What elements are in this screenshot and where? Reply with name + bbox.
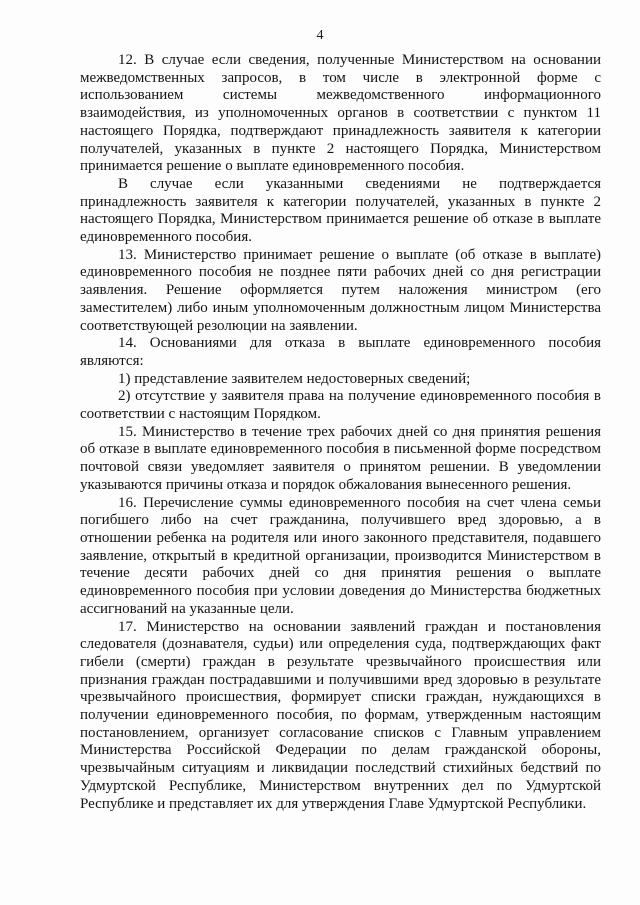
document-body <box>80 52 601 813</box>
page-number: 4 <box>316 28 324 43</box>
paragraph-12: 12. В случае если сведения, полученные Министерством на основании межведомственных запросов, в том числе в электронной форме с использованием системы межведомственного информационного взаимодействия, из уполномоченных органов в соответствии с пунктом 11 настоящего Порядка, подтверждают принадлежность заявителя к категории получателей, указанных в пункте 2 настоящего Порядка, Министерством принимается решение о выплате единовременного пособия. <box>80 52 601 175</box>
paragraph-17: 17. Министерство на основании заявлений граждан и постановления следователя (дознавателя, судьи) или определения суда, подтверждающих факт гибели (смерти) граждан в результате чрезвычайного происшествия или признания граждан пострадавшими и получившими вред здоровью в результате чрезвычайного происшествия, формирует списки граждан, нуждающихся в получении единовременного пособия, по формам, утвержденным настоящим постановлением, организует согласование списков с Главным управлением Министерства Российской Федерации по делам гражданской обороны, чрезвычайным ситуациям и ликвидации последствий стихийных бедствий по Удмуртской Республике, Министерством внутренних дел по Удмуртской Республике и представляет их для утверждения Главе Удмуртской Республики. <box>80 618 601 812</box>
paragraph-14-item-2: 2) отсутствие у заявителя права на получение единовременного пособия в соответствии с настоящим Порядком. <box>80 388 601 423</box>
paragraph-15: 15. Министерство в течение трех рабочих дней со дня принятия решения об отказе в выплате единовременного пособия в письменной форме посредством почтовой связи уведомляет заявителя о принятом решении. В уведомлении указываются причины отказа и порядок обжалования вынесенного решения. <box>80 423 601 493</box>
paragraph-12-refusal: В случае если указанными сведениями не подтверждается принадлежность заявителя к категории получателей, указанных в пункте 2 настоящего Порядка, Министерством принимается решение об отказе в выплате единовременного пособия. <box>80 175 601 246</box>
paragraph-16: 16. Перечисление суммы единовременного пособия на счет члена семьи погибшего либо на счет гражданина, получившего вред здоровью, а в отношении ребенка на родителя или иного законного представителя, подавшего заявление, открытый в кредитной организации, производится Министерством в течение десяти рабочих дней со дня принятия решения о выплате единовременного пособия при условии доведения до Министерства бюджетных ассигнований на указанные цели. <box>80 494 601 617</box>
paragraph-13: 13. Министерство принимает решение о выплате (об отказе в выплате) единовременного пособия не позднее пяти рабочих дней со дня регистрации заявления. Решение оформляется путем наложения министром (его заместителем) либо иным уполномоченным должностным лицом Министерства соответствующей резолюции на заявлении. <box>80 246 601 334</box>
paragraph-14: 14. Основаниями для отказа в выплате единовременного пособия являются: <box>80 335 601 369</box>
paragraph-14-item-1: 1) представление заявителем недостоверных сведений; <box>118 370 471 387</box>
